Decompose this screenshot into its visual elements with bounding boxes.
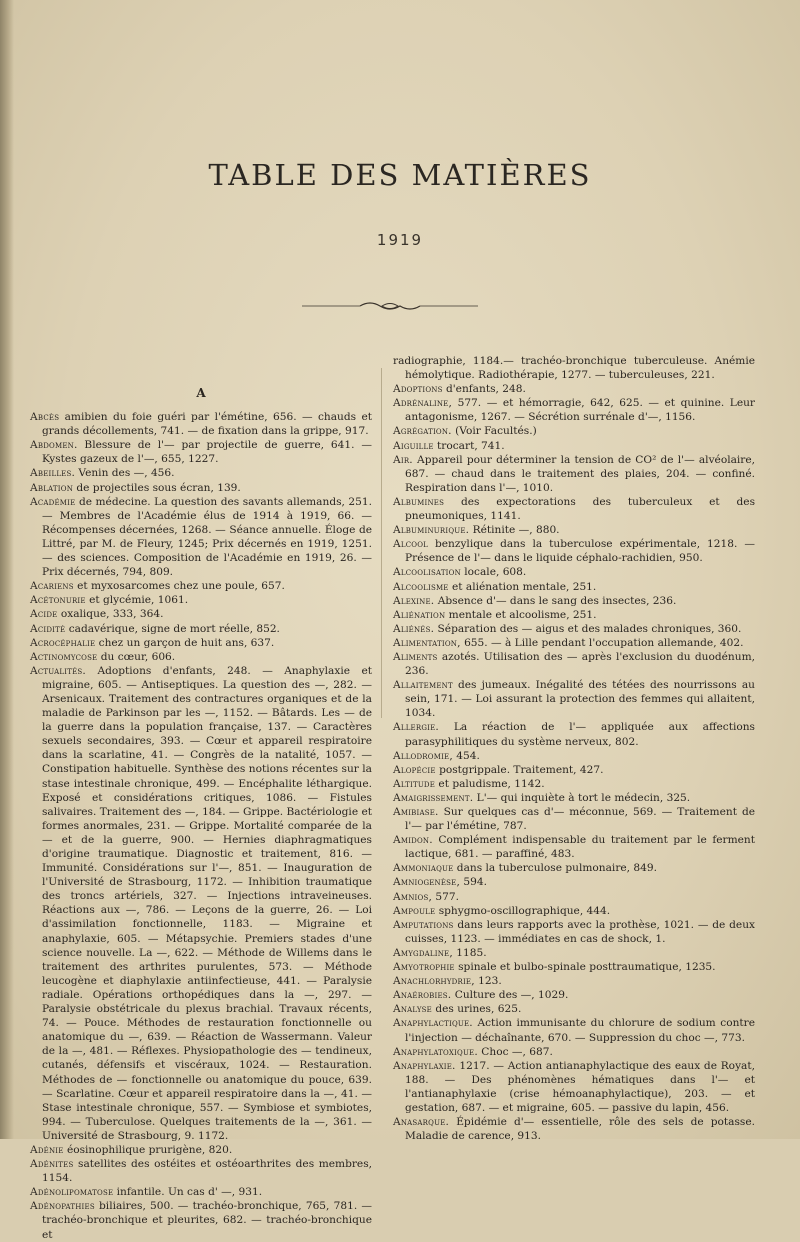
index-entry-text: éosinophilique prurigène, 820. (63, 1143, 233, 1156)
index-term: Alimentation, (393, 636, 461, 649)
index-term: Aliments (393, 650, 438, 663)
index-term: Amidon. (393, 834, 433, 847)
index-entry-text: et glycémie, 1061. (85, 594, 189, 607)
index-term: Acariens (30, 580, 74, 593)
index-entry-text: oxalique, 333, 364. (57, 608, 164, 621)
index-term: Amniogenèse, (393, 876, 461, 889)
index-entry (393, 580, 755, 594)
index-entry (393, 890, 755, 904)
index-entry (393, 565, 755, 579)
index-entry-text: trocart, 741. (433, 439, 505, 452)
index-term: Acétonurie (30, 594, 86, 607)
index-entry (393, 650, 755, 678)
index-entry (393, 537, 755, 565)
index-term: Aliénés. (393, 622, 435, 635)
index-column-right (393, 354, 755, 1143)
index-entry (393, 749, 755, 763)
index-term: Anaérobies. (393, 989, 452, 1002)
index-entry-text: Épidémie d'— essentielle, rôle des sels de potasse. Maladie de carence, 913. (405, 1116, 755, 1143)
index-term: Anasarque. (393, 1116, 450, 1129)
ornamental-rule (300, 298, 480, 314)
index-entry-text: 123. (474, 975, 502, 988)
section-letter: A (196, 386, 206, 400)
index-entry (393, 636, 755, 650)
index-entry (393, 1002, 755, 1016)
index-entry-text: 1185. (452, 946, 487, 959)
index-entry-text: Rétinite —, 880. (469, 524, 560, 537)
index-entry (393, 875, 755, 889)
index-term: Ablation (30, 481, 74, 494)
index-term: Abcès (30, 411, 60, 424)
index-entry-text: Blessure de l'— par projectile de guerre, 641. — Kystes gazeux de l'—, 655, 1227. (42, 439, 372, 466)
index-entry-text: locale, 608. (460, 566, 527, 579)
index-entry (393, 622, 755, 636)
index-term: Alcoolisation (393, 566, 461, 579)
index-entry (30, 481, 372, 495)
index-entry-text: Action immunisante du chlorure de sodium contre l'injection — déchaînante, 670. — Suppression du choc —, 773. (405, 1017, 755, 1044)
index-entry (393, 988, 755, 1002)
index-entry (30, 664, 372, 1143)
index-entry (393, 424, 755, 438)
index-entry-list (30, 410, 372, 1242)
index-term: Acidité (30, 622, 66, 635)
index-entry (30, 1157, 372, 1185)
index-term: Adrénaline, (393, 397, 453, 410)
index-entry (393, 678, 755, 720)
index-term: Analyse (393, 1003, 432, 1016)
index-entry (393, 918, 755, 946)
index-entry-text: des urines, 625. (431, 1003, 522, 1016)
index-entry (30, 495, 372, 580)
index-term: Allodromie, (393, 749, 453, 762)
index-entry-text: azotés. Utilisation des — après l'exclusion du duodénum, 236. (405, 650, 755, 678)
index-entry-text: radiographie, 1184.— trachéo-bronchique tuberculeuse. Anémie hémolytique. Radiothérapie, 1277. — tuberculeuses, 221. (393, 355, 755, 382)
index-term: Allergie. (393, 721, 439, 734)
index-entry-text: chez un garçon de huit ans, 637. (95, 636, 275, 649)
index-term: Alcool (393, 538, 428, 551)
index-entry-text: dans la tuberculose pulmonaire, 849. (453, 862, 657, 875)
index-entry-text: L'— qui inquiète à tort le médecin, 325. (473, 791, 691, 804)
index-entry-text: cadavérique, signe de mort réelle, 852. (65, 622, 280, 635)
index-entry-text: (Voir Facultés.) (451, 425, 537, 438)
index-entry-text: Culture des —, 1029. (451, 989, 569, 1002)
index-term: Adénopathies (30, 1200, 95, 1213)
index-entry (393, 1115, 755, 1143)
index-entry-text: Appareil pour déterminer la tension de CO² de l'— alvéolaire, 687. — chaud dans le traitement des plaies, 204. — confiné. Respiration dans l'—, 1010. (405, 453, 755, 494)
index-entry (393, 594, 755, 608)
index-entry (393, 523, 755, 537)
index-entry-text: des jumeaux. Inégalité des tétées des nourrissons au sein, 171. — Loi assurant la protection des femmes qui allaitent, 1034. (405, 679, 755, 720)
index-entry-text: 1217. — Action antianaphylactique des eaux de Royat, 188. — Des phénomènes hématiques dans l'— et l'antianaphylaxie (crise hémoanaphylactique), 203. — et gestation, 687. — et migraine, 605. — passive du lapin, 456. (405, 1059, 755, 1114)
index-term: Albumines (393, 495, 445, 508)
index-entry-text: benzylique dans la tuberculose expérimentale, 1218. — Présence de l'— dans le liquide céphalo-rachidien, 950. (405, 538, 755, 565)
index-term: Agrégation. (393, 425, 452, 438)
index-term: Anaphylatoxique. (393, 1045, 478, 1058)
index-term: Allaitement (393, 679, 453, 692)
index-term: Amibiase. (393, 806, 439, 818)
index-term: Adénie (30, 1143, 64, 1156)
index-entry (30, 650, 372, 664)
index-entry-text: amibien du foie guéri par l'émétine, 656. — chauds et grands décollements, 741. — de fixation dans la grippe, 917. (42, 411, 372, 438)
index-entry-text: et paludisme, 1142. (435, 777, 545, 790)
index-entry-text: biliaires, 500. — trachéo-bronchique, 765, 781. — trachéo-bronchique et pleurites, 682. — trachéo-bronchique et (42, 1200, 372, 1241)
index-entry-text: La réaction de l'— appliquée aux affections parasyphilitiques du système nerveux, 802. (405, 721, 755, 748)
index-entry (30, 410, 372, 438)
index-term: Alopécie (393, 763, 436, 776)
index-entry-text: 577. — et hémorragie, 642, 625. — et quinine. Leur antagonisme, 1267. — Sécrétion surrénale d'—, 1156. (405, 397, 755, 424)
index-entry (393, 861, 755, 875)
index-entry (393, 439, 755, 453)
index-entry-text: spinale et bulbo-spinale posttraumatique, 1235. (454, 961, 716, 974)
index-term: Abdomen. (30, 439, 78, 452)
index-entry-text: et aliénation mentale, 251. (448, 580, 597, 593)
index-term: Anaphylactique. (393, 1017, 473, 1030)
index-entry (30, 636, 372, 650)
index-entry (393, 904, 755, 918)
index-entry-text: satellites des ostéites et ostéoarthrites des membres, 1154. (42, 1158, 372, 1185)
index-entry (30, 466, 372, 480)
index-term: Acide (30, 608, 58, 621)
index-entry-text: Adoptions d'enfants, 248. — Anaphylaxie et migraine, 605. — Antiseptiques. La question des —, 282. — Arsenicaux. Traitement des contractures organiques et de la maladie de Parkinson par les —, 1152. — Bâtards. Les — de la guerre dans la population française, 137. — Caractères sexuels secondaires, 393. — Cœur et appareil respiratoire dans la scarlatine, 41. — Congrès de la natalité, 1057. — Constipation habituelle. Synthèse des notions récentes sur la stase intestinale chronique, 499. — Encéphalite léthargique. Exposé et considérations critiques, 1086. — Fistules salivaires. Traitement des —, 184. — Grippe. Bactériologie et formes anormales, 231. — Grippe. Mortalité comparée de la — et de la guerre, 900. — Hernies diaphragmatiques d'origine traumatique. Diagnostic et traitement, 816. — Immunité. Considérations sur l'—, 851. — Inauguration de l'Université de Strasbourg, 1172. — Inhibition traumatique des troncs artériels, 327. — Injections intraveineuses. Réactions aux —, 786. — Leçons de la guerre, 26. — Loi d'assimilation fonctionnelle, 1183. — Migraine et anaphylaxie, 605. — Métapsychie. Premiers stades d'une science nouvelle. La —, 622. — Méthode de Willems dans le traitement des arthrites purulentes, 573. — Méthode leucogène et diaphylaxie antiinfectieuse, 441. — Paralysie radiale. Opérations orthopédiques dans la —, 297. — Paralysie obstétricale du plexus brachial. Travaux récents, 74. — Pouce. Méthodes de restauration fonctionnelle ou anatomique du —, 639. — Réaction de Wassermann. Valeur de la —, 481. — Réflexes. Physiopathologie des — tendineux, cutanés, défensifs et viscéraux, 1024. — Restauration. Méthodes de — fonctionnelle ou anatomique du pouce, 639. — Scarlatine. Cœur et appareil respiratoire dans la —, 41. — Stase intestinale chronique, 557. — Symbiose et symbiotes, 994. — Tuberculose. Quelques traitements de la —, 361. — Université de Strasbourg, 9. 1172. (42, 664, 372, 1142)
index-term: Albuminurique. (393, 524, 470, 537)
index-term: Amygdaline, (393, 946, 453, 959)
index-entry (30, 1199, 372, 1241)
index-term: Amyotrophie (393, 961, 455, 974)
index-term: Altitude (393, 777, 436, 790)
index-term: Amnios, (393, 890, 433, 903)
index-entry (393, 1016, 755, 1044)
index-entry (30, 607, 372, 621)
index-entry-text: et myxosarcomes chez une poule, 657. (73, 580, 285, 593)
index-term: Anaphylaxie. (393, 1059, 456, 1072)
index-term: Académie (30, 495, 76, 508)
index-term: Adénolipomatose (30, 1186, 114, 1199)
index-entry (393, 495, 755, 523)
index-term: Adénites (30, 1158, 74, 1171)
index-entry (393, 777, 755, 791)
index-entry (30, 593, 372, 607)
index-entry-text: du cœur, 606. (97, 650, 176, 663)
index-entry (393, 763, 755, 777)
index-entry (393, 453, 755, 495)
index-term: Aiguille (393, 439, 434, 452)
index-term: Ammoniaque (393, 862, 454, 875)
index-term: Alcoolisme (393, 580, 449, 593)
index-entry-text: mentale et alcoolisme, 251. (445, 608, 597, 621)
index-column-left (30, 380, 372, 1242)
year-heading: 1919 (376, 231, 424, 249)
index-entry-text: Choc —, 687. (477, 1045, 553, 1058)
index-entry-text: 577. (432, 890, 459, 903)
index-term: Acrocéphalie (30, 636, 96, 649)
index-entry-text: 454. (452, 749, 480, 762)
index-entry (393, 974, 755, 988)
index-entry-text: de médecine. La question des savants allemands, 251. — Membres de l'Académie élus de 1914 à 1919, 66. — Récompenses décernées, 1268. — Séance annuelle. Éloge de Littré, par M. de Fleury, 1245; Prix décernés en 1919, 1251. — des sciences. Composition de l'Académie en 1919, 26. — Prix décernés, 794, 809. (42, 495, 372, 579)
index-entry-text: 594. (460, 876, 488, 889)
index-entry (393, 946, 755, 960)
index-term: Ampoule (393, 904, 436, 917)
index-entry (393, 1045, 755, 1059)
index-term: Abeilles. (30, 467, 76, 480)
index-term: Alexine. (393, 594, 435, 607)
index-entry-text: 655. — à Lille pendant l'occupation allemande, 402. (460, 636, 744, 649)
index-entry-text: Séparation des — aigus et des malades chroniques, 360. (434, 622, 742, 635)
index-entry-list (393, 354, 755, 1143)
index-entry (30, 1185, 372, 1199)
index-entry-text: d'enfants, 248. (442, 383, 526, 396)
index-entry (393, 720, 755, 748)
column-divider (381, 368, 382, 718)
index-entry (393, 382, 755, 396)
index-entry-text: Sur quelques cas d'— méconnue, 569. — Traitement de l'— par l'émétine, 787. (405, 806, 755, 833)
index-entry-text: dans leurs rapports avec la prothèse, 1021. — de deux cuisses, 1123. — immédiates en cas de shock, 1. (405, 918, 755, 945)
index-term: Amputations (393, 918, 454, 931)
index-entry-text: sphygmo-oscillographique, 444. (435, 904, 611, 917)
index-entry (393, 805, 755, 833)
index-term: Air. (393, 453, 413, 466)
index-entry (30, 1143, 372, 1157)
index-entry (30, 438, 372, 466)
index-term: Adoptions (393, 383, 443, 396)
index-entry-text: infantile. Un cas d' —, 931. (113, 1186, 263, 1199)
index-term: Anachlorhydrie, (393, 975, 475, 988)
index-entry-text: Complément indispensable du traitement par le ferment lactique, 681. — paraffiné, 483. (405, 834, 755, 861)
index-term: Actualités. (30, 664, 86, 677)
index-entry (393, 354, 755, 382)
index-entry (30, 622, 372, 636)
index-entry (393, 791, 755, 805)
index-entry (393, 1059, 755, 1115)
index-entry-text: de projectiles sous écran, 139. (73, 481, 241, 494)
index-term: Actinomycose (30, 650, 98, 663)
index-entry-text: Venin des —, 456. (75, 467, 175, 480)
index-entry-text: Absence d'— dans le sang des insectes, 236. (434, 594, 677, 607)
index-entry (393, 608, 755, 622)
index-term: Amaigrissement. (393, 791, 474, 804)
index-entry-text: des expectorations des tuberculeux et des pneumoniques, 1141. (405, 495, 755, 523)
index-entry (393, 833, 755, 861)
index-entry-text: postgrippale. Traitement, 427. (435, 763, 604, 776)
index-entry (30, 579, 372, 593)
index-entry (393, 396, 755, 424)
index-term: Aliénation (393, 608, 446, 621)
page-title: TABLE DES MATIÈRES (208, 158, 592, 192)
index-entry (393, 960, 755, 974)
